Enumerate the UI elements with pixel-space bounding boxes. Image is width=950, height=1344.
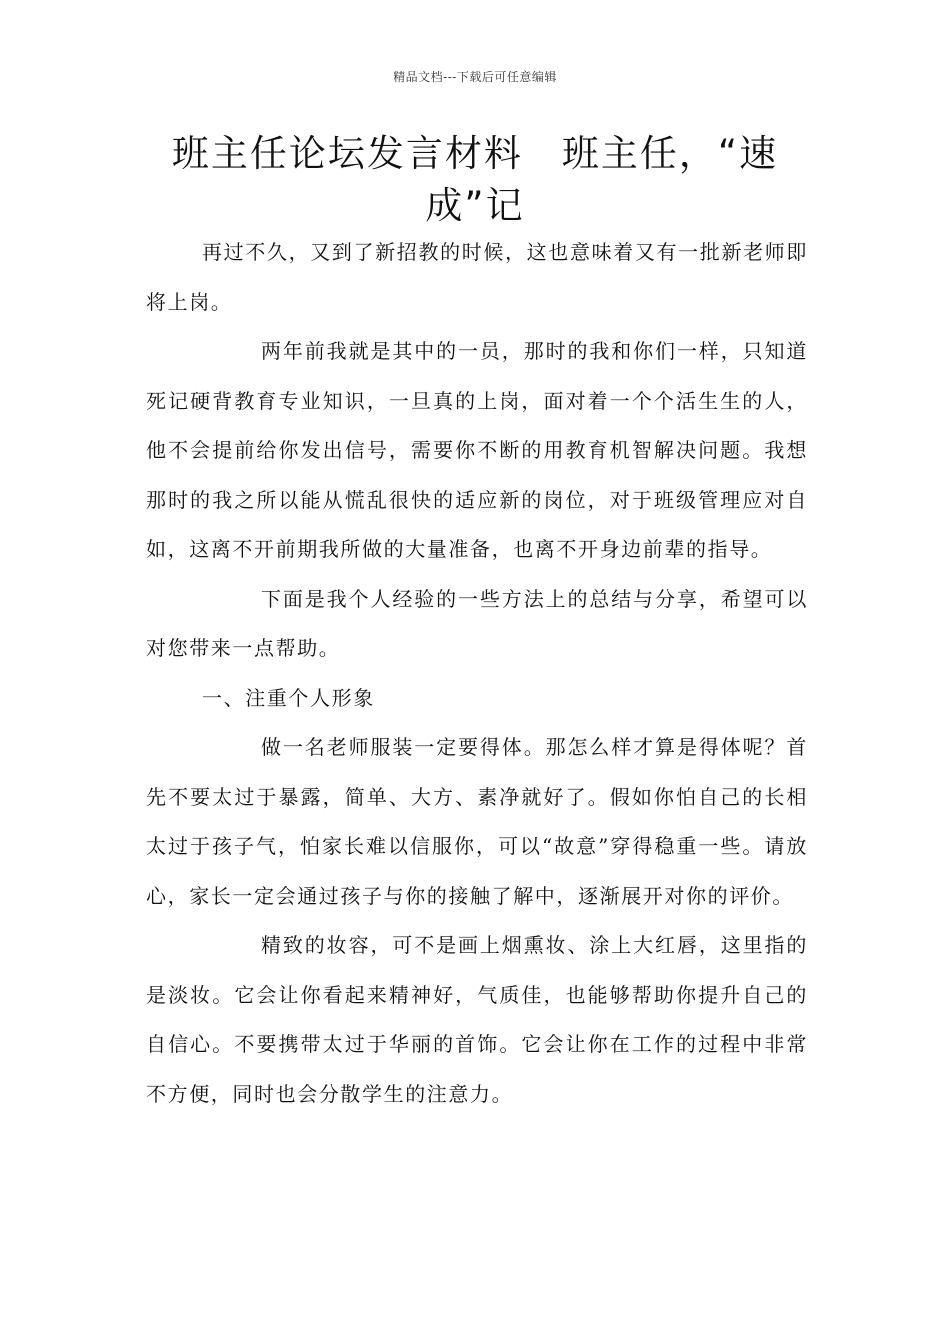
- document-title: 班主任论坛发言材料 班主任，“速成”记: [171, 132, 779, 227]
- paragraph: 再过不久，又到了新招教的时候，这也意味着又有一批新老师即将上岗。: [146, 240, 808, 314]
- paragraph: 做一名老师服装一定要得体。那怎么样才算是得体呢？首先不要太过于暴露，简单、大方、素净就好了。假如你怕自己的长相太过于孩子气，怕家长难以信服你，可以“故意”穿得稳重一些。请放心，家长一定会通过孩子与你的接触了解中，逐渐展开对你的评价。: [146, 735, 808, 908]
- page-header: 精品文档---下载后可任意编辑: [393, 70, 557, 84]
- paragraph: 精致的妆容，可不是画上烟熏妆、涂上大红唇，这里指的是淡妆。它会让你看起来精神好，气质佳，也能够帮助你提升自己的自信心。不要携带太过于华丽的首饰。它会让你在工作的过程中非常不方便，同时也会分散学生的注意力。: [146, 933, 808, 1106]
- paragraph: 下面是我个人经验的一些方法上的总结与分享，希望可以对您带来一点帮助。: [146, 586, 808, 660]
- paragraph: 两年前我就是其中的一员，那时的我和你们一样，只知道死记硬背教育专业知识，一旦真的上岗，面对着一个个活生生的人，他不会提前给你发出信号，需要你不断的用教育机智解决问题。我想那时的我之所以能从慌乱很快的适应新的岗位，对于班级管理应对自如，这离不开前期我所做的大量准备，也离不开身边前辈的指导。: [146, 339, 808, 561]
- section-heading: 一、注重个人形象: [202, 685, 375, 710]
- document-body: [146, 228, 808, 1119]
